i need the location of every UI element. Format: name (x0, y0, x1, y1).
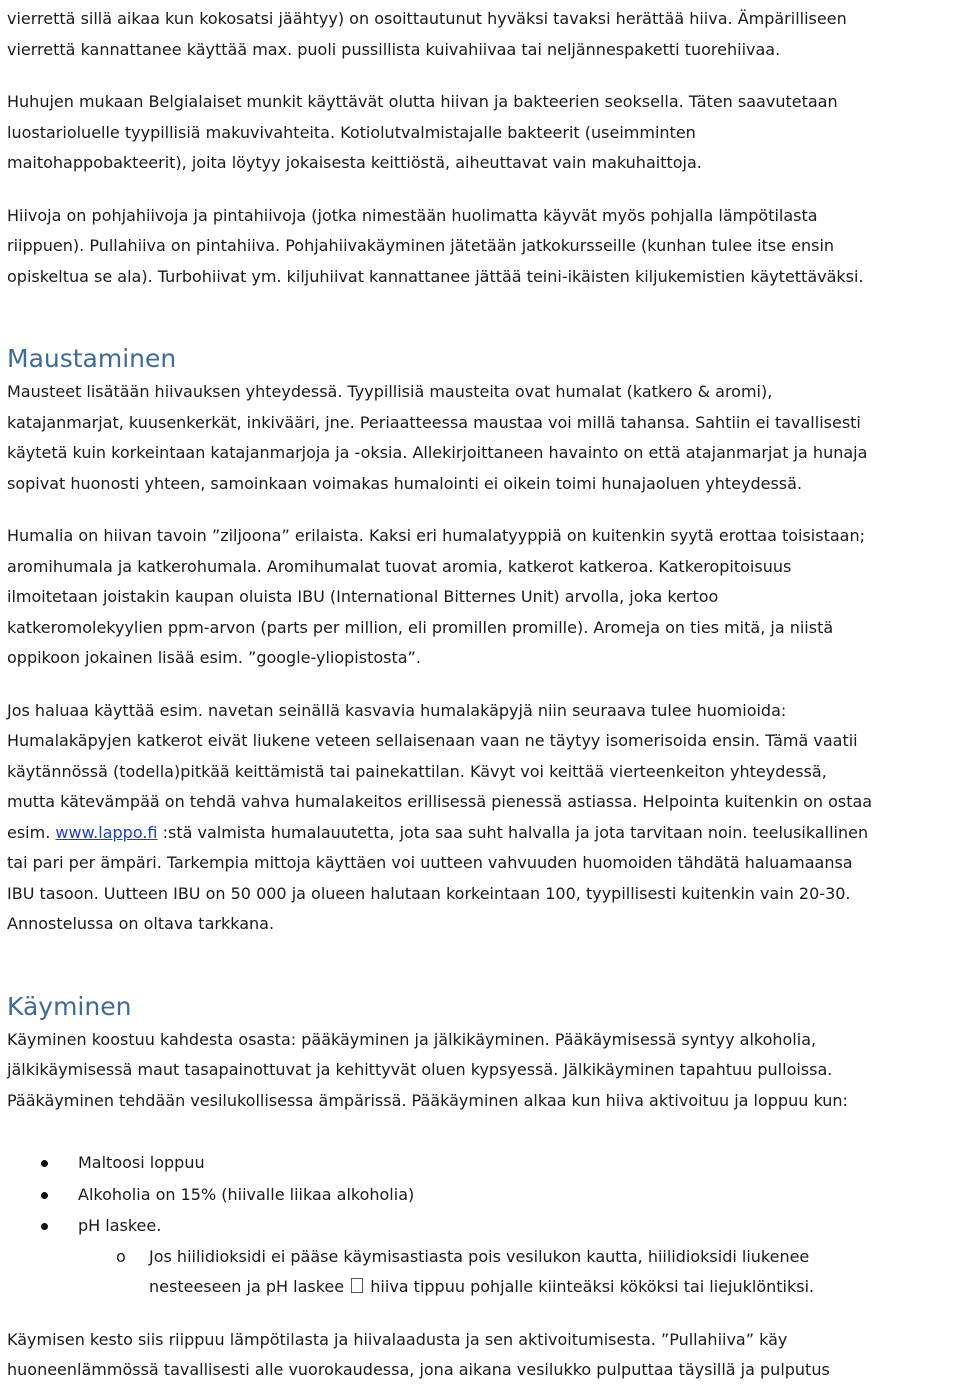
paragraph-fermentation-duration (7, 1325, 956, 1386)
text-line: mutta kätevämpää on tehdä vahva humalakeitos erillisessä pienessä astiassa. Helpointa kuitenkin on ostaa (7, 792, 873, 811)
text-line: sopivat huonosti yhteen, samoinkaan voimakas humalointi ei oikein toimi hunajaoluen yhteydessä. (7, 473, 803, 493)
text-line: Humalakäpyjen katkerot eivät liukene veteen sellaisenaan vaan ne täytyy isomerisoida ensin. Tämä vaatii (7, 731, 858, 750)
text-line: katajanmarjat, kuusenkerkät, inkivääri, jne. Periaatteessa maustaa voi millä tahansa. Sahtiin ei tavallisesti (7, 412, 861, 432)
text-line: luostarioluelle tyypillisiä makuvivahteita. Kotiolutvalmistajalle bakteerit (useimminten (7, 122, 696, 142)
sub-text-before: nesteeseen ja pH laskee (149, 1277, 350, 1296)
text-line: vierrettä kannattanee käyttää max. puoli pussillista kuivahiivaa tai neljännespaketti tuorehiivaa. (7, 39, 781, 59)
text-line: Jos haluaa käyttää esim. navetan seinällä kasvavia humalakäpyjä niin seuraava tulee huomioida: (7, 700, 787, 720)
text-line: Mausteet lisätään hiivauksen yhteydessä. Tyypillisiä mausteita ovat humalat (katkero & aromi), (7, 382, 773, 401)
link-suffix-text: :stä valmista humalauutetta, jota saa suht halvalla ja jota tarvitaan noin. teelusikallinen (157, 822, 869, 842)
text-line: käytännössä (todella)pitkää keittämistä tai painekattilan. Kävyt voi keittää vierteenkeiton yhteydessä, (7, 761, 827, 781)
paragraph-spacer (7, 65, 956, 87)
text-line: Käymisen kesto siis riippuu lämpötilasta ja hiivalaadusta ja sen aktivoitumisesta. ”Pullahiiva” käy (7, 1329, 788, 1349)
text-line: Humalia on hiivan tavoin ”ziljoona” erilaista. Kaksi eri humalatyyppiä on kuitenkin syytä erottaa toisistaan; (7, 526, 865, 545)
text-line: Hiivoja on pohjahiivoja ja pintahiivoja (jotka nimestään huolimatta käyvät myös pohjalla lämpötilasta (7, 205, 818, 225)
bullet-icon (41, 1160, 48, 1167)
paragraph-spacer (7, 1303, 956, 1325)
paragraph-fermentation (7, 1025, 956, 1117)
list-spacer (7, 1116, 956, 1147)
lappo-link[interactable]: www.lappo.fi (55, 822, 158, 842)
text-line: Annostelussa on oltava tarkkana. (7, 914, 275, 933)
bullet-icon (41, 1192, 48, 1199)
missing-arrow-glyph-icon (351, 1278, 363, 1293)
paragraph-yeast-types (7, 201, 956, 293)
list-item (7, 1210, 956, 1242)
text-line: Jos hiilidioksidi ei pääse käymisastiasta pois vesilukon kautta, hiilidioksidi liukenee (149, 1246, 810, 1266)
paragraph-spacer (7, 179, 956, 201)
text-line: Käyminen koostuu kahdesta osasta: pääkäyminen ja jälkikäyminen. Pääkäymisessä syntyy alkoholia, (7, 1029, 817, 1049)
text-line-with-link (7, 818, 956, 849)
text-line: Pääkäyminen tehdään vesilukollisessa ämpärissä. Pääkäyminen alkaa kun hiiva aktivoituu ja loppuu kun: (7, 1090, 848, 1110)
paragraph-belgian-monks (7, 87, 956, 179)
section-spacer (7, 940, 956, 992)
paragraph-yeast-activation (7, 4, 956, 65)
text-line: jälkikäymisessä maut tasapainottuvat ja kehittyvät oluen kypsyessä. Jälkikäyminen tapahtuu pulloissa. (7, 1060, 833, 1079)
paragraph-spacer (7, 499, 956, 521)
text-line: käytetä kuin korkeintaan katajanmarjoja ja -oksia. Allekirjoittaneen havainto on että atajanmarjat ja hunaja (7, 443, 868, 462)
heading-kayminen: Käyminen (7, 991, 132, 1021)
text-line: Huhujen mukaan Belgialaiset munkit käyttävät olutta hiivan ja bakteerien seoksella. Täten saavutetaan (7, 92, 838, 111)
text-line: vierrettä sillä aikaa kun kokosatsi jäähtyy) on osoittautunut hyväksi tavaksi herättää hiiva. Ämpärilliseen (7, 9, 847, 28)
text-line: opiskeltua se ala). Turbohiivat ym. kiljuhiivat kannattanee jättää teini-ikäisten kiljukemistien käytettäväksi. (7, 266, 864, 286)
link-prefix-text: esim. (7, 822, 56, 842)
sub-text-after: hiiva tippuu pohjalle kiinteäksi kököksi tai liejuklöntiksi. (365, 1277, 815, 1296)
text-line: katkeromolekyylien ppm-arvon (parts per million, eli promillen promille). Aromeja on ties mitä, ja niistä (7, 617, 834, 637)
sub-list-item (7, 1242, 956, 1303)
sub-bullet-marker: o (116, 1246, 126, 1266)
section-spacer (7, 292, 956, 344)
list-item-text: Alkoholia on 15% (hiivalle liikaa alkoholia) (78, 1184, 415, 1204)
text-line: tai pari per ämpäri. Tarkempia mittoja käyttäen voi uutteen vahvuuden huomoiden tähdätä haluamaansa (7, 853, 853, 872)
heading-maustaminen: Maustaminen (7, 344, 177, 373)
paragraph-spacer (7, 674, 956, 696)
paragraph-hops (7, 521, 956, 674)
list-item-text: Maltoosi loppuu (78, 1153, 205, 1172)
paragraph-hop-cones (7, 696, 956, 940)
text-line: maitohappobakteerit), joita löytyy jokaisesta keittiöstä, aiheuttavat vain makuhaittoja. (7, 153, 702, 172)
text-line: ilmoitetaan joistakin kaupan oluista IBU (International Bitternes Unit) arvolla, joka kertoo (7, 587, 719, 606)
text-line-with-glyph (149, 1272, 956, 1303)
text-line: oppikoon jokainen lisää esim. ”google-yliopistosta”. (7, 648, 421, 667)
text-line: IBU tasoon. Uutteen IBU on 50 000 ja olueen halutaan korkeintaan 100, tyypillisesti kuitenkin vain 20-30. (7, 883, 851, 903)
paragraph-spices (7, 377, 956, 499)
bullet-list (7, 1147, 956, 1242)
list-item (7, 1179, 956, 1211)
text-line: huoneenlämmössä tavallisesti alle vuorokaudessa, jona aikana vesilukko pulputtaa täysillä ja pulputus (7, 1360, 830, 1379)
list-item-text: pH laskee. (78, 1216, 162, 1235)
text-line: aromihumala ja katkerohumala. Aromihumalat tuovat aromia, katkerot katkeroa. Katkeropitoisuus (7, 556, 792, 576)
bullet-icon (41, 1223, 48, 1230)
list-item (7, 1147, 956, 1179)
text-line: riippuen). Pullahiiva on pintahiiva. Pohjahiivakäyminen jätetään jatkokursseille (kunhan tulee itse ensin (7, 236, 835, 255)
